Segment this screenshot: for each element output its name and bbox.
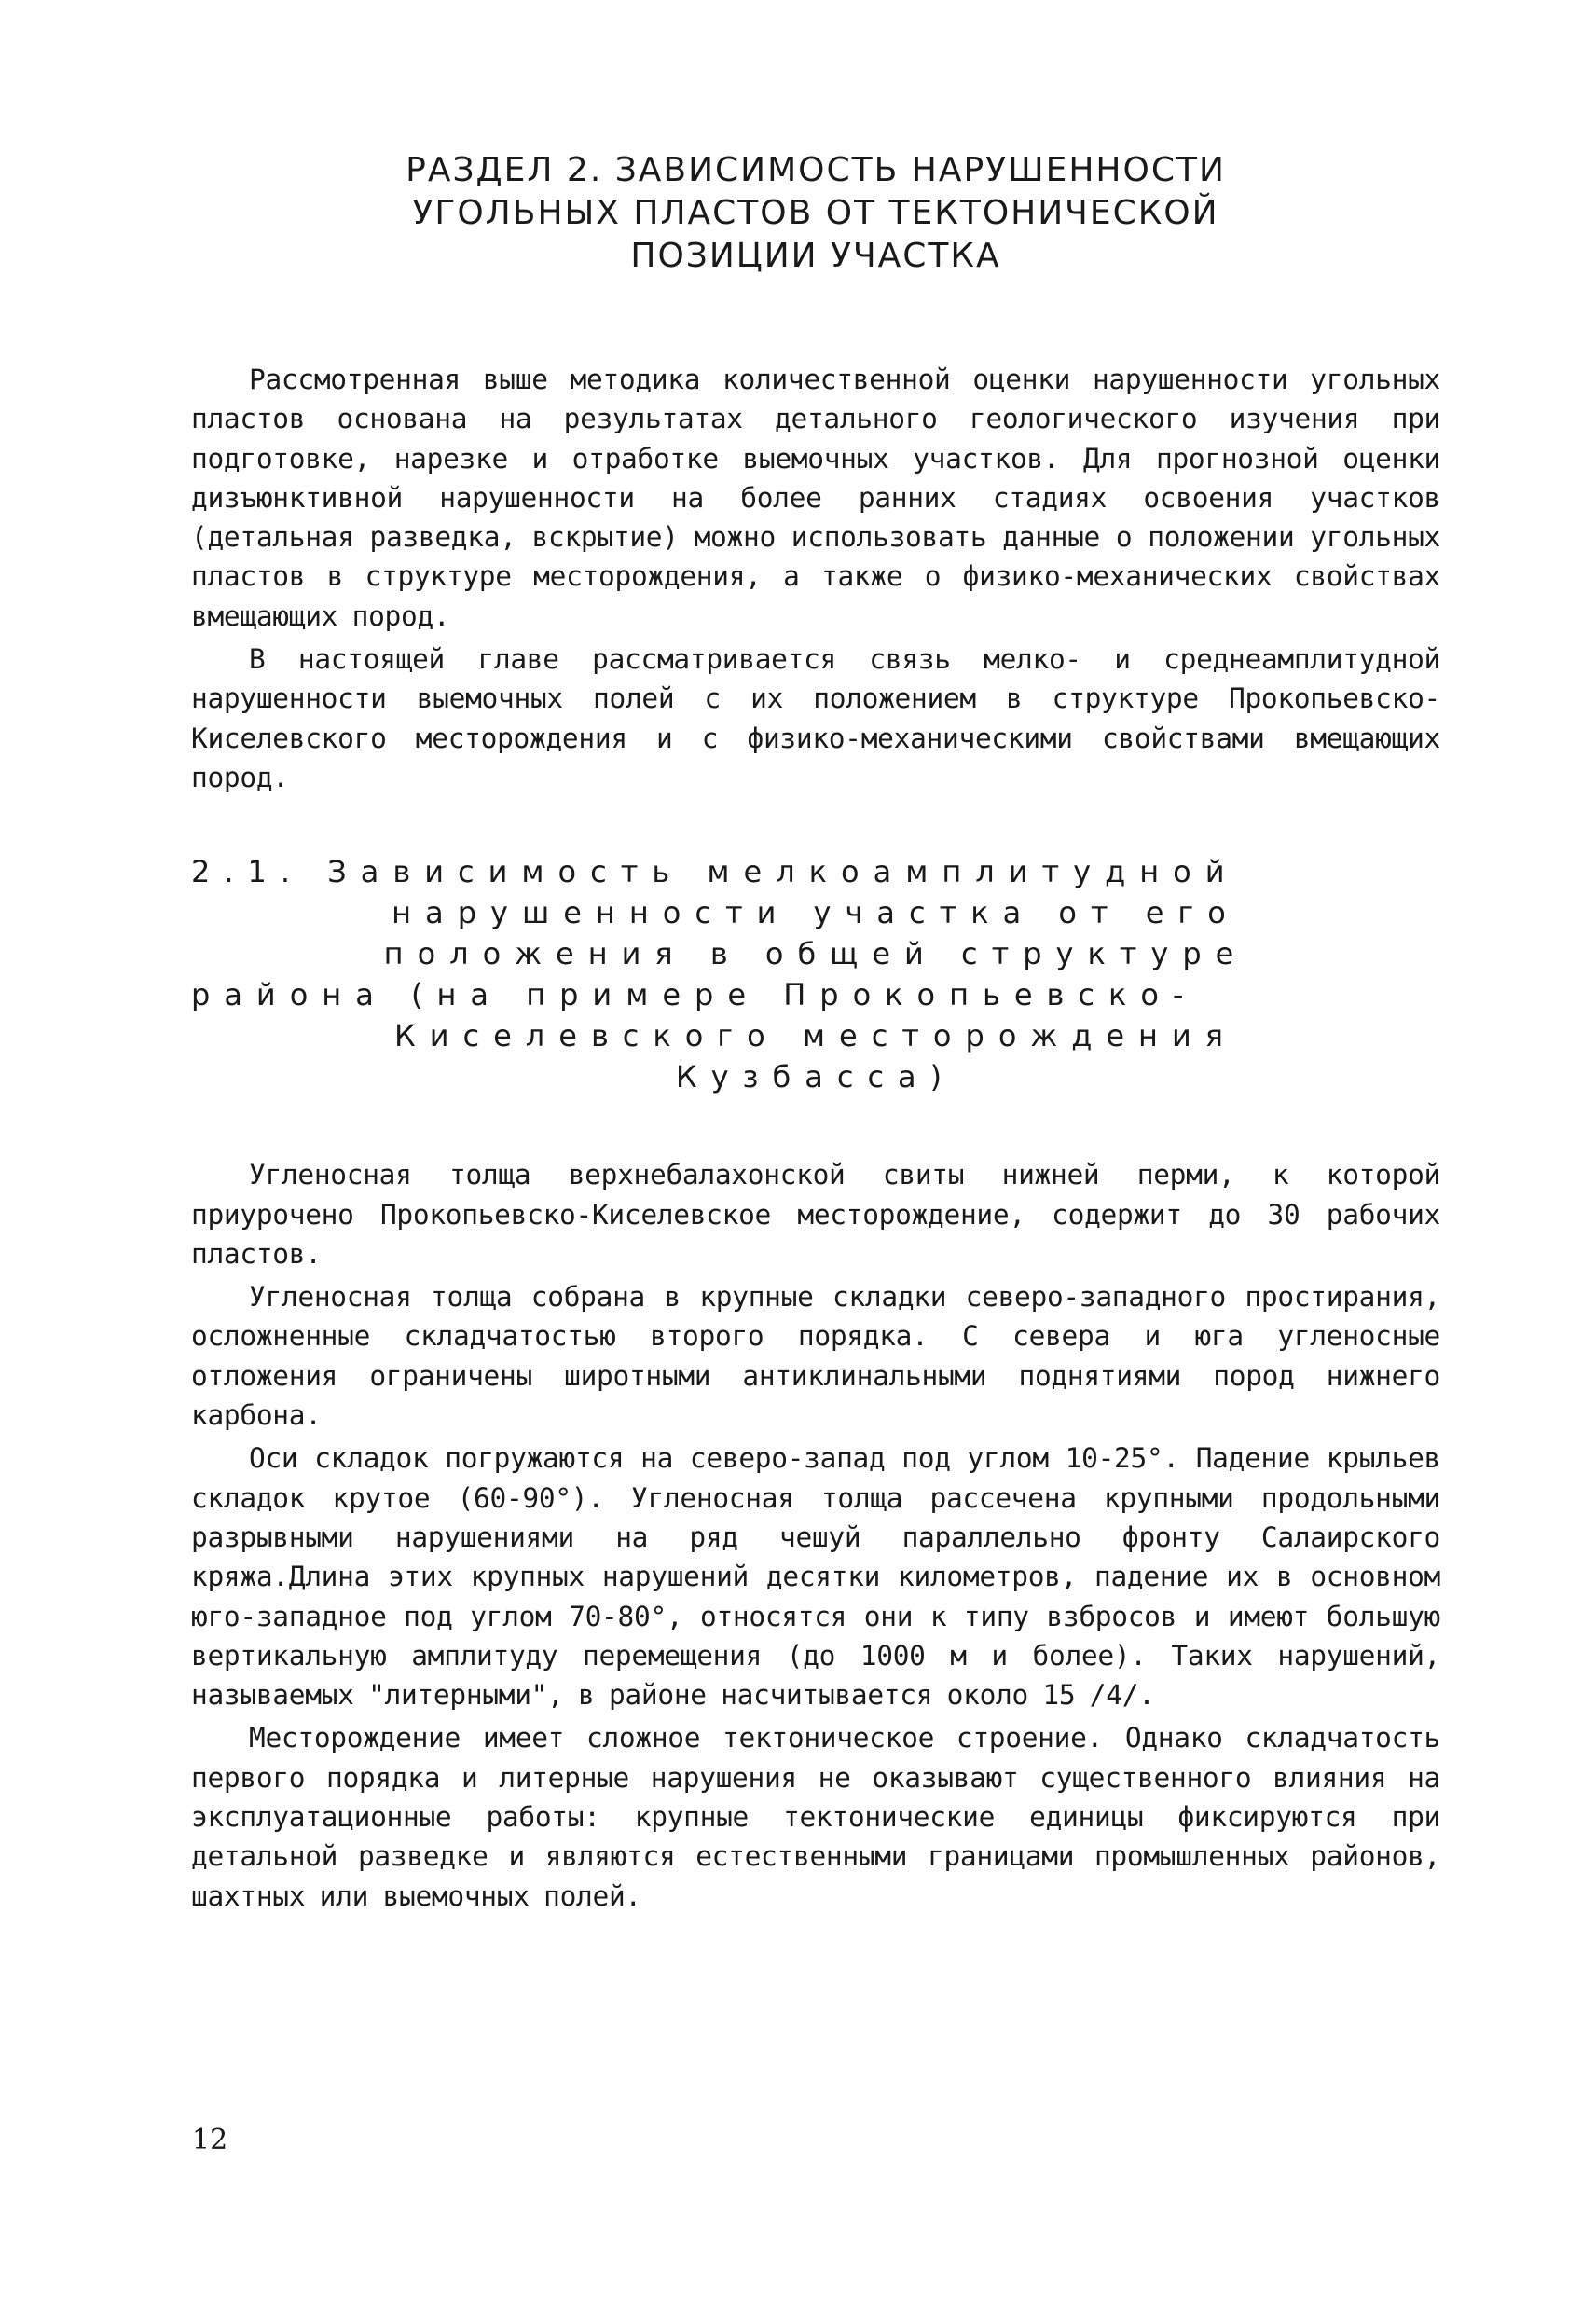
document-page [191, 149, 1440, 1916]
intro-paragraph-1: Рассмотренная выше методика количественной оценки нарушенности угольных пластов основана на результатах детального геологического изучения при подготовке, нарезке и отработке выемочных участков. Для прогнозной оценки дизъюнктивной нарушенности на более ранних стадиях освоения участков (детальная разведка, вскрытие) можно использовать данные о положении угольных пластов в структуре месторождения, а также о физико-механических свойствах вмещающих пород. [191, 364, 1440, 632]
body-paragraph-3: Оси складок погружаются на северо-запад под углом 10-25°. Падение крыльев складок крутое (60-90°). Угленосная толща рассечена крупными продольными разрывными нарушениями на ряд чешуй параллельно фронту Салаирского кряжа.Длина этих крупных нарушений десятки километров, падение их в основном юго-западное под углом 70-80°, относятся они к типу взбросов и имеют большую вертикальную амплитуду перемещения (до 1000 м и более). Таких нарушений, называемых "литерными", в районе насчитывается около 15 /4/. [191, 1442, 1440, 1712]
chapter-title-line-2: УГОЛЬНЫХ ПЛАСТОВ ОТ ТЕКТОНИЧЕСКОЙ [412, 194, 1219, 232]
body-paragraph-2: Угленосная толща собрана в крупные складки северо-западного простирания, осложненные складчатостью второго порядка. С севера и юга угленосные отложения ограничены широтными антиклинальными поднятиями пород нижнего карбона. [191, 1281, 1440, 1432]
body-paragraph-4: Месторождение имеет сложное тектоническое строение. Однако складчатость первого порядка и литерные нарушения не оказывают существенного влияния на эксплуатационные работы: крупные тектонические единицы фиксируются при детальной разведке и являются естественными границами промышленных районов, шахтных или выемочных полей. [191, 1722, 1440, 1912]
section-heading [191, 851, 1440, 1097]
intro-paragraph-2: В настоящей главе рассматривается связь мелко- и среднеамплитудной нарушенности выемочных полей с их положением в структуре Прокопьевско-Киселевского месторождения и с физико-механическими свойствами вмещающих пород. [191, 643, 1440, 793]
page-number: 12 [192, 2124, 228, 2156]
chapter-title-line-1: РАЗДЕЛ 2. ЗАВИСИМОСТЬ НАРУШЕННОСТИ [406, 151, 1226, 189]
section-heading-line-5: Киселевского месторождения [394, 1018, 1237, 1054]
section-heading-line-2: нарушенности участка от его [392, 895, 1240, 931]
chapter-title [191, 149, 1440, 278]
section-heading-line-3: положения в общей структуре [383, 936, 1248, 972]
body-paragraph-1: Угленосная толща верхнебалахонской свиты нижней перми, к которой приурочено Прокопьевско-Киселевское месторождение, содержит до 30 рабочих пластов. [191, 1159, 1440, 1270]
chapter-title-line-3: ПОЗИЦИИ УЧАСТКА [630, 237, 1001, 275]
section-heading-line-1: 2.1. Зависимость мелкоамплитудной [191, 854, 1239, 890]
section-heading-line-6: Кузбасса) [675, 1059, 956, 1095]
section-heading-line-4: района (на примере Прокопьевско- [191, 977, 1198, 1013]
